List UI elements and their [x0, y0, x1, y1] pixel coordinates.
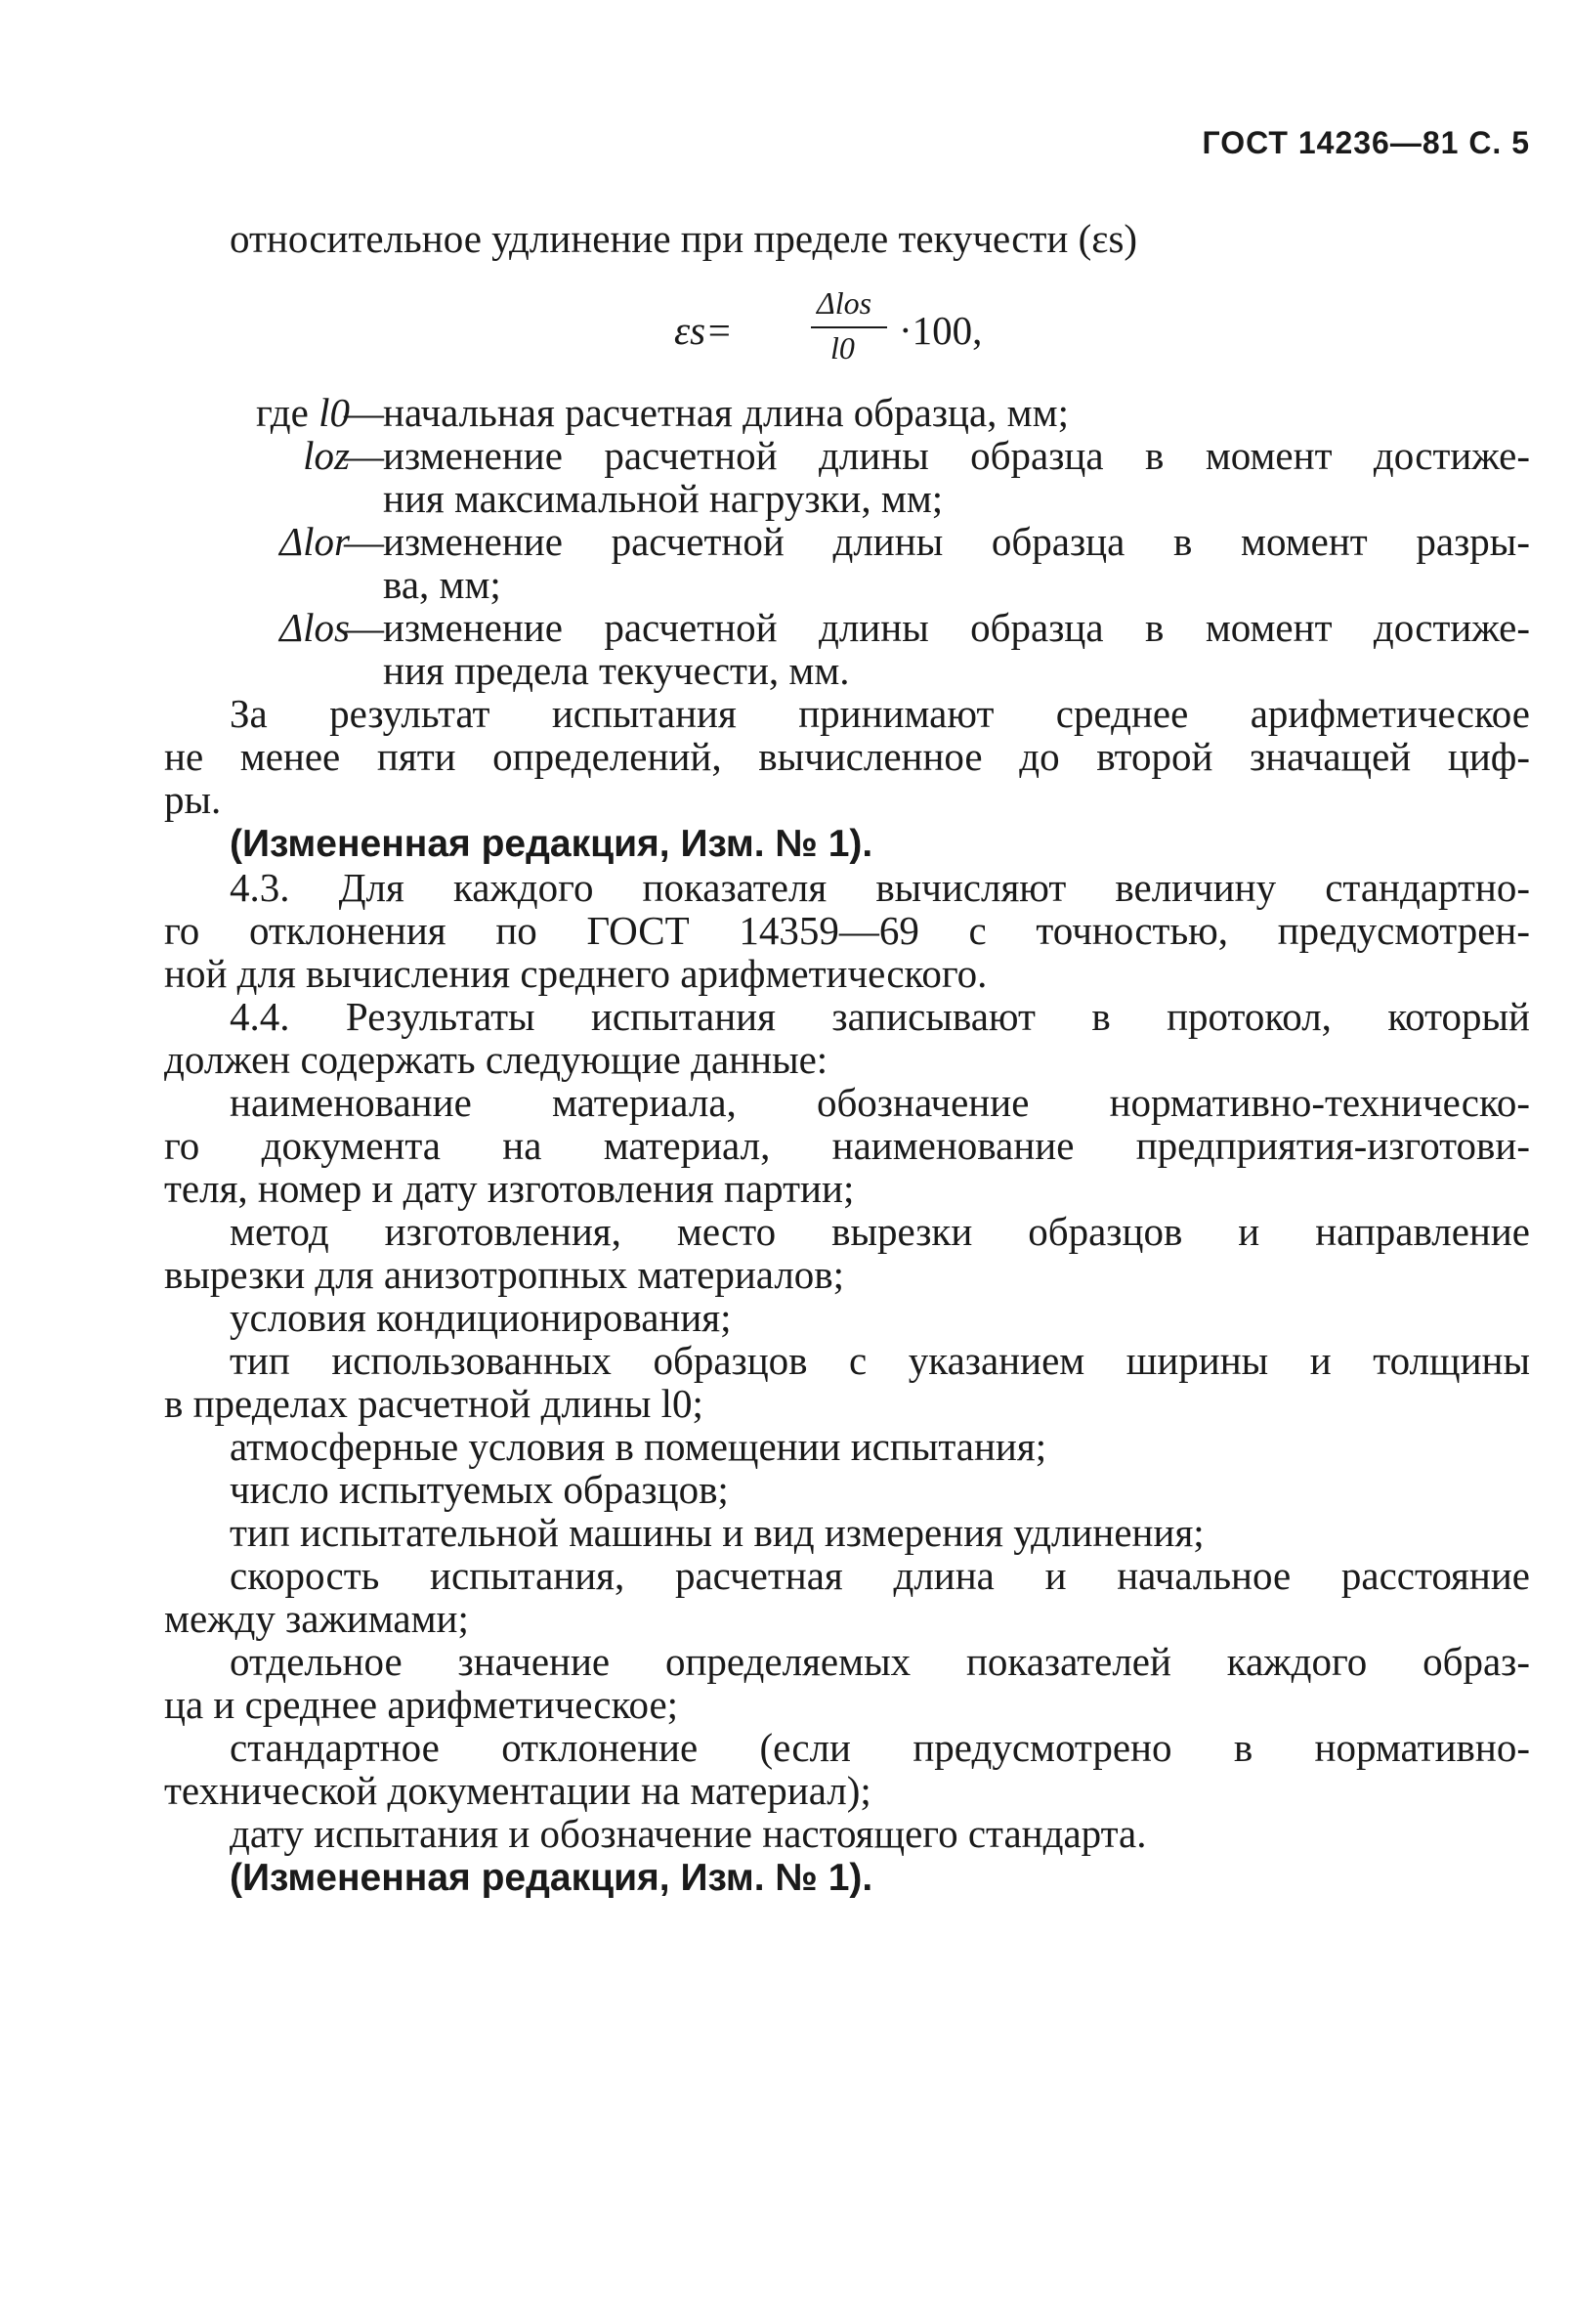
formula-lhs: εs=: [674, 308, 733, 353]
definition-dash: —: [344, 390, 384, 435]
formula-denominator: l0: [830, 330, 855, 366]
formula-numerator: Δlos: [817, 285, 872, 321]
definition-text: начальная расчетная длина образца, мм;: [383, 390, 1069, 435]
definition-dash: —: [344, 519, 384, 564]
definition-text: изменение расчетной длины образца в момент разры-: [383, 519, 1530, 564]
protocol-item: число испытуемых образцов;: [230, 1467, 729, 1512]
paragraph-line: должен содержать следующие данные:: [164, 1037, 828, 1082]
protocol-item: отдельное значение определяемых показателей каждого образ-: [230, 1639, 1530, 1684]
paragraph-line: 4.4. Результаты испытания записывают в протокол, который: [230, 994, 1530, 1039]
paragraph-line: го отклонения по ГОСТ 14359—69 с точностью, предусмотрен-: [164, 908, 1530, 953]
paragraph-line: 4.3. Для каждого показателя вычисляют величину стандартно-: [230, 865, 1530, 910]
definition-symbol: loz: [303, 433, 350, 478]
edit-note: (Измененная редакция, Изм. № 1).: [230, 823, 873, 865]
protocol-item: тип испытательной машины и вид измерения удлинения;: [230, 1510, 1205, 1555]
definition-symbol: Δlor: [279, 519, 350, 564]
definition-symbol: Δlos: [279, 605, 350, 650]
definition-text: изменение расчетной длины образца в момент достиже-: [383, 605, 1530, 650]
definition-dash: —: [344, 605, 384, 650]
protocol-item: между зажимами;: [164, 1596, 469, 1641]
definition-text: ва, мм;: [383, 562, 501, 607]
protocol-item: тип использованных образцов с указанием ширины и толщины: [230, 1338, 1530, 1383]
definition-text: изменение расчетной длины образца в момент достиже-: [383, 433, 1530, 478]
standard-header: ГОСТ 14236—81 С. 5: [1202, 125, 1530, 160]
protocol-item: дату испытания и обозначение настоящего стандарта.: [230, 1811, 1147, 1856]
paragraph-line: ной для вычисления среднего арифметического.: [164, 951, 988, 996]
protocol-item: атмосферные условия в помещении испытания;: [230, 1424, 1047, 1469]
definition-dash: —: [344, 433, 384, 478]
paragraph-line: ры.: [164, 777, 222, 822]
protocol-item: теля, номер и дату изготовления партии;: [164, 1166, 855, 1211]
protocol-item: технической документации на материал);: [164, 1768, 871, 1813]
definition-text: ния предела текучести, мм.: [383, 648, 850, 693]
protocol-item: метод изготовления, место вырезки образцов и направление: [230, 1209, 1530, 1254]
paragraph-line: не менее пяти определений, вычисленное до второй значащей циф-: [164, 734, 1530, 779]
protocol-item: вырезки для анизотропных материалов;: [164, 1252, 845, 1297]
protocol-item: стандартное отклонение (если предусмотрено в нормативно-: [230, 1725, 1530, 1770]
protocol-item: скорость испытания, расчетная длина и начальное расстояние: [230, 1553, 1530, 1598]
edit-note: (Измененная редакция, Изм. № 1).: [230, 1857, 873, 1899]
definition-text: ния максимальной нагрузки, мм;: [383, 476, 944, 521]
protocol-item: в пределах расчетной длины l0;: [164, 1381, 703, 1426]
definition-symbol: где l0: [256, 390, 350, 435]
protocol-item: наименование материала, обозначение нормативно-техническо-: [230, 1080, 1530, 1125]
protocol-item: ца и среднее арифметическое;: [164, 1682, 679, 1727]
protocol-item: условия кондиционирования;: [230, 1295, 732, 1340]
intro-line: относительное удлинение при пределе текучести (εs): [230, 216, 1138, 261]
elongation-formula: [674, 285, 1065, 373]
fraction-bar: [811, 326, 887, 328]
formula-rhs: ·100,: [899, 308, 983, 353]
paragraph-line: За результат испытания принимают среднее арифметическое: [230, 691, 1530, 736]
protocol-item: го документа на материал, наименование предприятия-изготови-: [164, 1123, 1530, 1168]
